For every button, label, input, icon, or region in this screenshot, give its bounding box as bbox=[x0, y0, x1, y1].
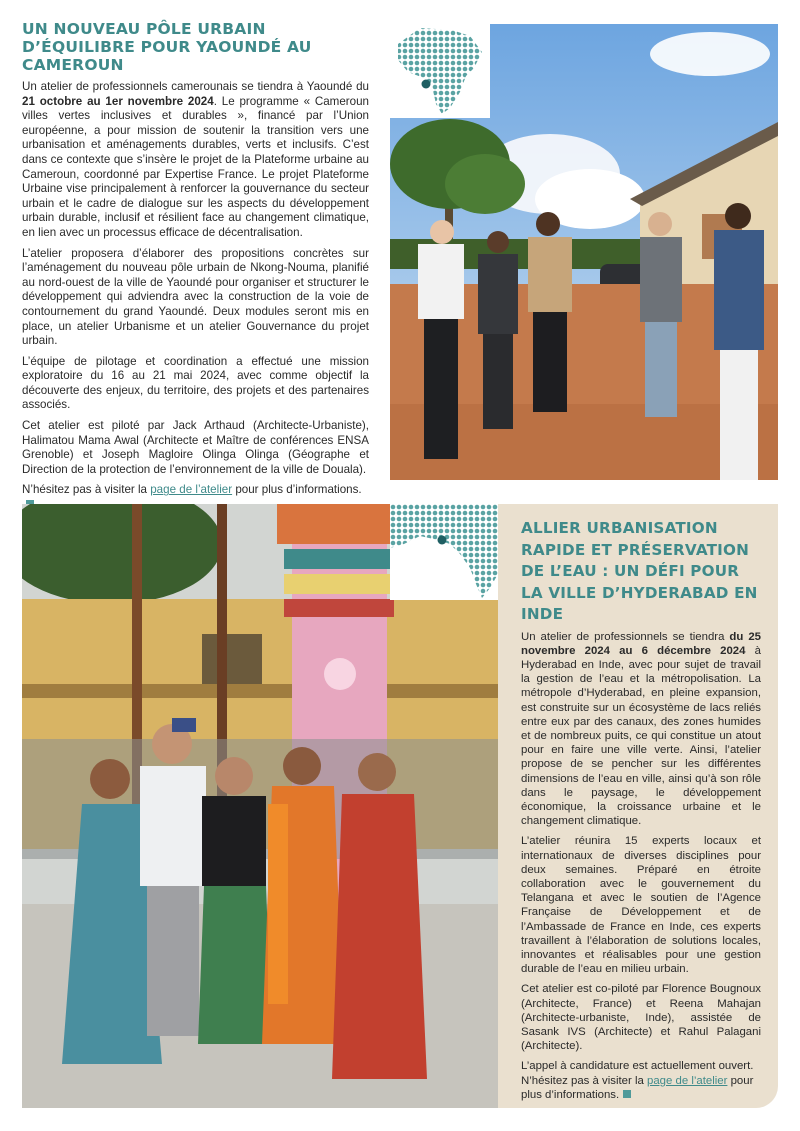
article-body-cameroun bbox=[22, 80, 369, 513]
paragraph-intro: Un atelier de professionnels camerounais se tiendra à Yaoundé du 21 octobre au 1er novembre 2024. Le programme « Cameroun villes vertes inclusives et durables », financé par l’Union européenne, a pour mission de soutenir la transition vers une urbanisation et aménagements durables, verts et inclusifs. C’est dans ce contexte que s’insère le projet de la Plateforme urbaine au Cameroun, coordonné par Expertise France. Le projet Plateforme Urbaine vise principalement à renforcer la gouvernance du secteur urbain et le cadre de dialogue sur les aspects du développement urbain durable, inclusif et résilient face au changement climatique, en lien avec un processus efficace de décentralisation. bbox=[22, 80, 369, 239]
paragraph-pilotes: Cet atelier est co-piloté par Florence Bougnoux (Architecte, France) et Reena Mahajan (Architecte-urbaniste, Inde), assistée de Sasank IVS (Architecte) et Rahul Palagani (Architecte). bbox=[521, 983, 761, 1053]
photo-cameroun-delegation bbox=[390, 24, 778, 480]
paragraph-mission: L’équipe de pilotage et coordination a effectué une mission exploratoire du 16 au 21 mai 2024, avec comme objectif la découverte des enjeux, du territoire, des projets et des partenaires associés. bbox=[22, 354, 369, 412]
article-body-hyderabad bbox=[521, 630, 761, 1103]
paragraph-more-info: L’appel à candidature est actuellement ouvert. N’hésitez pas à visiter la page de l’atelier pour plus d’informations. bbox=[521, 1060, 754, 1101]
paragraph-intro: Un atelier de professionnels se tiendra du 25 novembre 2024 au 6 décembre 2024 à Hyderabad en Inde, avec pour sujet de travail la gestion de l’eau et la métropolisation. La métropole d’Hyderabad, en pleine expansion, est construite sur un écosystème de lacs reliés entre eux par des canaux, des zones humides et de nombreux puits, ce qui constitue un atout pour en faire une ville verte. Ainsi, l’atelier propose de se pencher sur les différentes dimensions de l’eau en ville, ainsi qu’à son rôle dans le paysage, le développement économique, la croissance urbaine et le changement climatique. bbox=[521, 630, 762, 828]
section-title-hyderabad: ALLIER URBANISATION RAPIDE ET PRÉSERVATION DE L’EAU : UN DÉFI POUR LA VILLE D’HYDERABAD EN INDE bbox=[521, 519, 758, 623]
africa-dot-map-icon bbox=[390, 24, 490, 118]
india-dot-map-icon bbox=[390, 504, 498, 600]
end-square-icon bbox=[623, 1090, 631, 1098]
section-hyderabad bbox=[521, 518, 761, 1108]
dates-highlight: du 25 novembre 2024 au 6 décembre 2024 bbox=[521, 630, 761, 657]
atelier-page-link[interactable]: page de l’atelier bbox=[646, 1074, 728, 1087]
atelier-page-link[interactable]: page de l’atelier bbox=[150, 483, 233, 497]
paragraph-pilotes: Cet atelier est piloté par Jack Arthaud (Architecte-Urbaniste), Halimatou Mama Awal (Architecte et Maître de conférences ENSA Grenoble) et Joseph Magloire Olinga Olinga (Géographe et Direction de la protection de l’environnement de la ville de Douala). bbox=[22, 419, 369, 476]
paragraph-experts: L’atelier réunira 15 experts locaux et internationaux de diverses disciplines pour deux semaines. Préparé en étroite collaboration avec le gouvernement du Telangana et avec le soutien de l’Agence Française de Développement et de l’Ambassade de France en Inde, ces experts travaillent à l’élaboration de solutions locales, innovantes et réalisables pour une gestion durable de l’eau en milieu urbain. bbox=[521, 835, 761, 976]
dates-highlight: 21 octobre au 1er novembre 2024 bbox=[22, 94, 214, 108]
section-title-cameroun: UN NOUVEAU PÔLE URBAIN D’ÉQUILIBRE POUR YAOUNDÉ AU CAMEROUN bbox=[22, 20, 312, 74]
paragraph-more-info: N’hésitez pas à visiter la page de l’atelier pour plus d’informations. bbox=[22, 483, 369, 512]
section-cameroun bbox=[22, 20, 369, 519]
paragraph-atelier: L’atelier proposera d’élaborer des propositions concrètes sur l’aménagement du nouveau pôle urbain de Nkong-Nouma, planifié au nord-ouest de la ville de Yaoundé pour organiser et structurer le développement qui adviendra avec la construction de la voie de contournement du grand Yaoundé. Deux modules seront mis en place, un atelier Urbanisme et un atelier Gouvernance du projet urbain. bbox=[22, 246, 369, 348]
